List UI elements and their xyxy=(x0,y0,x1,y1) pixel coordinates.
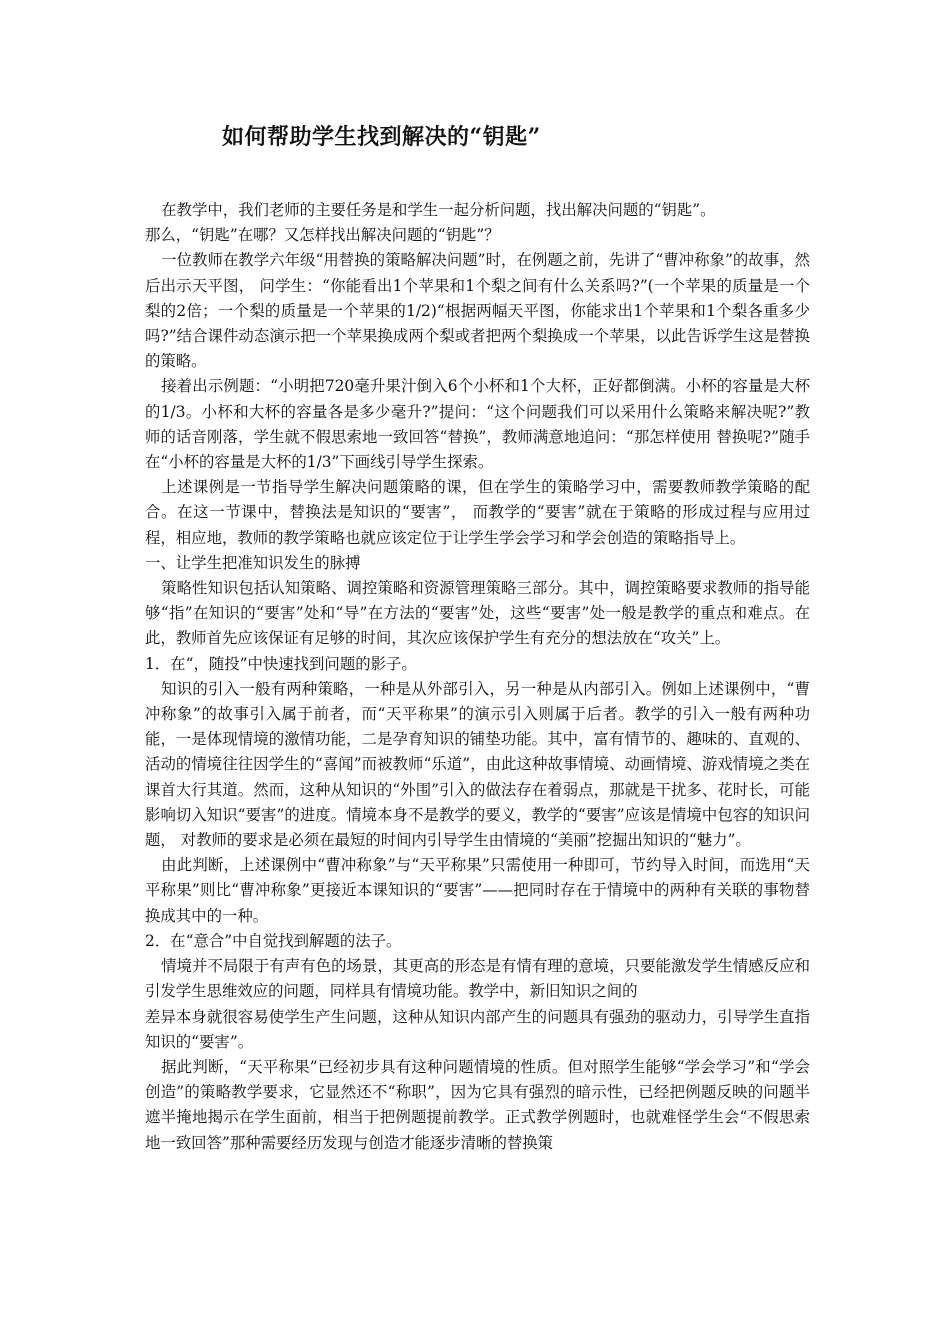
paragraph-situation: 情境并不局限于有声有色的场景，其更高的形态是有情有理的意境，只要能激发学生情感反应和引发学生思维效应的问题，同样具有情境功能。教学中，新旧知识之间的 xyxy=(145,957,810,1001)
paragraph-knowledge-intro: 知识的引入一般有两种策略，一种是从外部引入，另一种是从内部引入。例如上述课例中，“曹冲称象”的故事引入属于前者，而“天平称果”的演示引入则属于后者。教学的引入一般有两种功能，一是体现情境的激情功能，二是孕育知识的铺垫功能。其中，富有情节的、趣味的、直观的、活动的情境往往因学生的“喜闻”而被教师“乐道”，由此这种故事情境、动画情境、游戏情境之类在课首大行其道。然而，这种从知识的“外围”引入的做法存在着弱点，那就是干扰多、花时长，可能影响切入知识“要害”的进度。情境本身不是教学的要义，教学的“要害”应该是情境中包容的知识问题， 对教师的要求是必须在最短的时间内引导学生由情境的“美丽”挖掘出知识的“魅力”。 xyxy=(145,679,810,850)
document-body xyxy=(145,198,810,1156)
paragraph-intro: 在教学中，我们老师的主要任务是和学生一起分析问题，找出解决问题的“钥匙”。 xyxy=(161,201,716,219)
paragraph-question: 那么，“钥匙”在哪？又怎样找出解决问题的“钥匙”？ xyxy=(145,226,500,245)
paragraph-strategy-knowledge: 策略性知识包括认知策略、调控策略和资源管理策略三部分。其中，调控策略要求教师的指导能够“指”在知识的“要害”处和“导”在方法的“要害”处，这些“要害”处一般是教学的重点和难点。在此，教师首先应该保证有足够的时间，其次应该保护学生有充分的想法放在“攻关”上。 xyxy=(145,579,810,648)
paragraph-judgement-1: 由此判断，上述课例中“曹冲称象”与“天平称果”只需使用一种即可，节约导入时间，而选用“天平称果”则比“曹冲称象”更接近本课知识的“要害”——把同时存在于情境中的两种有关联的事物替换成其中的一种。 xyxy=(145,856,810,925)
paragraph-lesson-intro: 一位教师在教学六年级“用替换的策略解决问题”时，在例题之前，先讲了“曹冲称象”的故事，然后出示天平图， 问学生：“你能看出1个苹果和1个梨之间有什么关系吗?”(一个苹果的质量是一个梨的2倍；一个梨的质量是一个苹果的1/2)“根据两幅天平图，你能求出1个苹果和1个梨各重多少吗?”结合课件动态演示把一个苹果换成两个梨或者把两个梨换成一个苹果，以此告诉学生这是替换的策略。 xyxy=(145,251,810,371)
paragraph-judgement-2: 据此判断，“天平称果”已经初步具有这种问题情境的性质。但对照学生能够“学会学习”和“学会创造”的策略教学要求，它显然还不“称职”，因为它具有强烈的暗示性，已经把例题反映的问题半遮半掩地揭示在学生面前，相当于把例题提前教学。正式教学例题时，也就难怪学生会“不假思索地一致回答”那种需要经历发现与创造才能逐步清晰的替换策 xyxy=(145,1057,810,1152)
subheading-1: 1．在“，随投”中快速找到问题的影子。 xyxy=(145,654,417,673)
paragraph-situation-continued: 差异本身就很容易使学生产生问题，这种从知识内部产生的问题具有强劲的驱动力，引导学生直指知识的“要害”。 xyxy=(145,1007,810,1051)
paragraph-analysis: 上述课例是一节指导学生解决问题策略的课，但在学生的策略学习中，需要教师教学策略的配合。在这一节课中，替换法是知识的“要害”， 而教学的“要害”就在于策略的形成过程与应用过程，相应地，教师的教学策略也就应该定位于让学生学会学习和学会创造的策略指导上。 xyxy=(145,478,810,547)
document-title: 如何帮助学生找到解决的“钥匙” xyxy=(222,124,541,150)
section-heading-1: 一、让学生把准知识发生的脉搏 xyxy=(145,553,361,572)
subheading-2: 2．在“意合”中自觉找到解题的法子。 xyxy=(145,931,402,950)
paragraph-example: 接着出示例题：“小明把720毫升果汁倒入6个小杯和1个大杯，正好都倒满。小杯的容量是大杯的1/3。小杯和大杯的容量各是多少毫升?”提问：“这个问题我们可以采用什么策略来解决呢?”教师的话音刚落，学生就不假思索地一致回答“替换”，教师满意地追问：“那怎样使用 替换呢?”随手在“小杯的容量是大杯的1/3”下画线引导学生探索。 xyxy=(145,377,810,472)
